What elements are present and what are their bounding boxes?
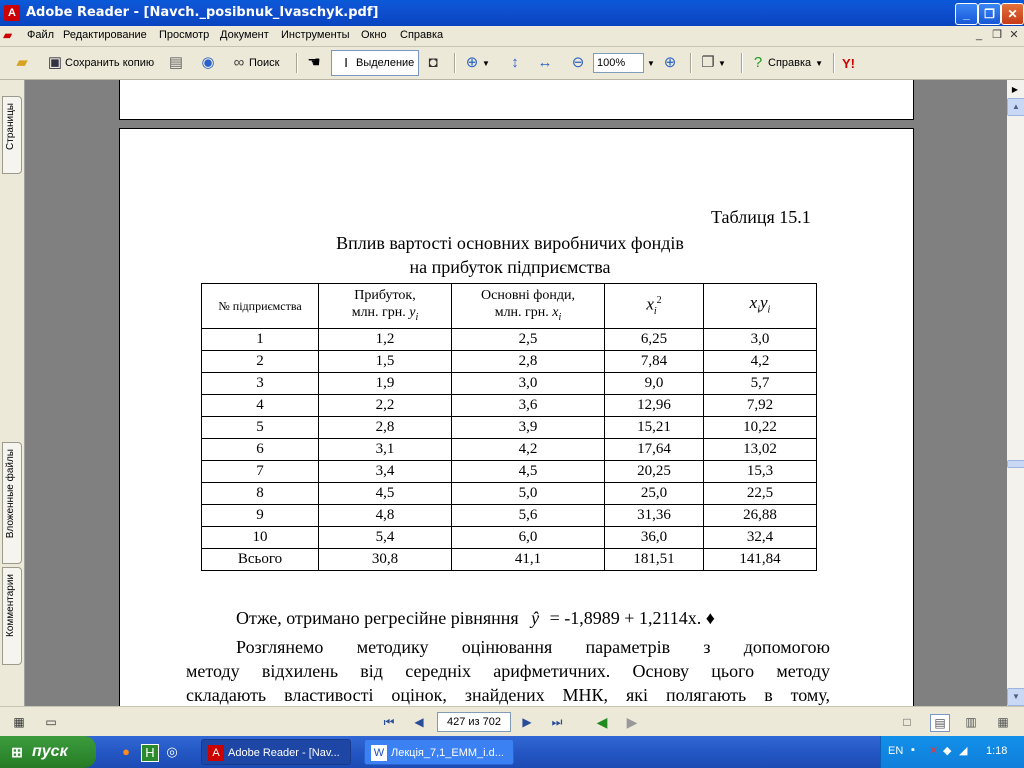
select-tool-label: Выделение xyxy=(356,57,415,69)
adobe-reader-icon: A xyxy=(208,745,224,761)
cell-total-label: Всього xyxy=(202,549,319,571)
data-table xyxy=(201,283,817,571)
cell-number: 3 xyxy=(202,373,319,395)
toolbar-separator xyxy=(454,53,456,73)
status-bar xyxy=(0,706,1024,737)
document-icon[interactable]: ▰ xyxy=(3,28,13,42)
cell-funds: 3,6 xyxy=(452,395,605,417)
cell-funds: 6,0 xyxy=(452,527,605,549)
continuous-page-icon[interactable]: ▤ xyxy=(930,714,950,732)
cell-funds: 3,0 xyxy=(452,373,605,395)
go-forward-button[interactable]: ▶ xyxy=(626,714,638,730)
header-number: № підприємства xyxy=(202,284,319,329)
system-tray xyxy=(880,736,1024,768)
adobe-reader-icon: A xyxy=(4,5,20,21)
cell-x-times-y: 3,0 xyxy=(704,329,817,351)
menu-help[interactable]: Справка xyxy=(400,29,444,41)
var-y: y xyxy=(760,292,768,312)
current-page xyxy=(119,128,914,706)
help-icon: ? xyxy=(753,54,763,71)
sub-i: i xyxy=(767,304,771,316)
fit-width-icon: ↔ xyxy=(537,54,553,71)
menu-window[interactable]: Окно xyxy=(361,29,387,41)
zoom-in-button[interactable] xyxy=(660,51,680,75)
magnifier-icon: ⊕ xyxy=(465,54,479,71)
word-document-icon: W xyxy=(371,745,387,761)
cell-profit: 4,5 xyxy=(319,483,452,505)
tab-pages[interactable] xyxy=(2,96,22,174)
cell-number: 7 xyxy=(202,461,319,483)
cell-funds: 5,6 xyxy=(452,505,605,527)
next-page-button[interactable]: ▶ xyxy=(522,715,532,729)
toolbar xyxy=(0,47,1024,80)
header-x-times-y xyxy=(704,284,817,329)
cell-x-times-y: 32,4 xyxy=(704,527,817,549)
yahoo-logo-icon: Y! xyxy=(842,55,855,71)
taskbar xyxy=(0,736,1024,768)
previous-page xyxy=(119,80,914,120)
cell-x-squared: 9,0 xyxy=(605,373,704,395)
fit-page-icon: ↕ xyxy=(511,54,519,71)
browser-icon[interactable]: ◎ xyxy=(166,744,178,759)
navigation-panel xyxy=(0,80,25,706)
table-row xyxy=(202,439,817,461)
doc-close-button[interactable]: ✕ xyxy=(1009,29,1019,41)
cell-x-squared: 6,25 xyxy=(605,329,704,351)
menu-edit[interactable]: Редактирование xyxy=(63,29,147,41)
header-funds-line2: млн. грн. xyxy=(494,304,549,320)
cell-x-times-y: 22,5 xyxy=(704,483,817,505)
header-funds xyxy=(452,284,605,329)
zoom-in-tool-button[interactable] xyxy=(462,51,490,75)
cell-x-times-y: 5,7 xyxy=(704,373,817,395)
table-row xyxy=(202,527,817,549)
plus-circle-icon: ⊕ xyxy=(663,54,677,71)
sub-i: i xyxy=(415,311,419,323)
language-indicator[interactable]: EN xyxy=(888,745,904,757)
chevron-down-icon: ▼ xyxy=(647,58,655,68)
firefox-icon[interactable]: ● xyxy=(122,744,130,759)
cell-profit: 1,9 xyxy=(319,373,452,395)
header-profit-line2: млн. грн. xyxy=(351,304,406,320)
cell-x-squared: 181,51 xyxy=(605,549,704,571)
menu-file[interactable]: Файл xyxy=(27,29,55,41)
print-button[interactable] xyxy=(166,51,186,75)
table-row xyxy=(202,461,817,483)
facing-pages-icon[interactable]: ▥ xyxy=(965,715,977,729)
help-button[interactable] xyxy=(748,51,823,75)
cell-x-times-y: 10,22 xyxy=(704,417,817,439)
table-number: Таблиця 15.1 xyxy=(711,207,811,227)
table-row xyxy=(202,395,817,417)
scroll-down-arrow-icon[interactable]: ▼ xyxy=(1007,688,1024,706)
paragraph-line-3: складають властивості оцінок, знайдених МНК, які полягають в тому, xyxy=(186,685,830,705)
cell-x-squared: 15,21 xyxy=(605,417,704,439)
cell-number: 4 xyxy=(202,395,319,417)
cell-funds: 5,0 xyxy=(452,483,605,505)
sub-i: i xyxy=(558,311,562,323)
minus-circle-icon: ⊖ xyxy=(571,54,585,71)
cell-number: 2 xyxy=(202,351,319,373)
camera-icon: ◘ xyxy=(428,54,438,71)
messenger-icon[interactable]: ◆ xyxy=(943,745,952,757)
document-view[interactable] xyxy=(25,80,1007,706)
first-page-button[interactable]: ⏮ xyxy=(383,715,395,729)
vertical-scrollbar[interactable] xyxy=(1007,80,1024,706)
cell-x-squared: 17,64 xyxy=(605,439,704,461)
cell-x-times-y: 141,84 xyxy=(704,549,817,571)
tab-comments[interactable] xyxy=(2,567,22,665)
menu-view[interactable]: Просмотр xyxy=(159,29,210,41)
fit-width-button[interactable] xyxy=(535,51,555,75)
cell-funds: 4,2 xyxy=(452,439,605,461)
rotate-pages-button[interactable] xyxy=(698,51,726,75)
panel-expand-arrow-icon[interactable]: ▶ xyxy=(1011,85,1019,94)
cell-profit: 2,2 xyxy=(319,395,452,417)
page-options-icon[interactable]: ▭ xyxy=(45,715,57,729)
tab-attachments-label: Вложенные файлы xyxy=(5,449,16,539)
chevron-down-icon: ▼ xyxy=(718,58,726,68)
task-word-document-label: Лекція_7,1_ЕММ_i.d... xyxy=(391,747,504,759)
hand-icon: ☚ xyxy=(307,54,321,71)
printer-icon: ▤ xyxy=(168,54,184,71)
table-title-line-1: Вплив вартості основних виробничих фондів xyxy=(336,233,684,253)
zoom-level-field[interactable]: 100% xyxy=(593,53,644,73)
table-row xyxy=(202,483,817,505)
cell-funds: 41,1 xyxy=(452,549,605,571)
save-copy-label: Сохранить копию xyxy=(65,57,155,69)
pages-icon: ❐ xyxy=(701,54,715,71)
table-row xyxy=(202,417,817,439)
open-button[interactable] xyxy=(12,51,32,75)
scroll-thumb[interactable] xyxy=(1007,460,1024,468)
cell-profit: 3,4 xyxy=(319,461,452,483)
zoom-out-button[interactable] xyxy=(568,51,588,75)
go-back-button[interactable]: ◀ xyxy=(596,714,608,730)
var-x: x xyxy=(646,294,654,314)
page-number-field[interactable]: 427 из 702 xyxy=(437,712,511,732)
cell-x-times-y: 15,3 xyxy=(704,461,817,483)
task-word-document[interactable] xyxy=(364,739,514,765)
end-of-example-mark: ♦ xyxy=(705,608,715,628)
cell-x-times-y: 4,2 xyxy=(704,351,817,373)
cell-number: 10 xyxy=(202,527,319,549)
scroll-up-arrow-icon[interactable]: ▲ xyxy=(1007,98,1024,116)
task-adobe-reader[interactable] xyxy=(201,739,351,765)
restore-button[interactable]: ❐ xyxy=(978,3,1001,25)
var-y: y xyxy=(409,304,416,320)
toolbar-separator xyxy=(741,53,743,73)
menu-tools[interactable]: Инструменты xyxy=(281,29,350,41)
sup-2: 2 xyxy=(656,294,662,306)
cell-profit: 4,8 xyxy=(319,505,452,527)
sub-i: i xyxy=(757,304,760,316)
table-header-row xyxy=(202,284,817,329)
floppy-disk-icon: ▣ xyxy=(47,54,63,71)
cell-funds: 3,9 xyxy=(452,417,605,439)
tab-attachments[interactable] xyxy=(2,442,22,564)
start-button[interactable] xyxy=(0,736,96,768)
cell-profit: 2,8 xyxy=(319,417,452,439)
equation-rest: = -1,8989 + 1,2114x. xyxy=(549,608,702,628)
header-profit xyxy=(319,284,452,329)
cell-x-squared: 36,0 xyxy=(605,527,704,549)
search-label: Поиск xyxy=(249,57,280,69)
start-label: пуск xyxy=(32,743,68,760)
table-row xyxy=(202,351,817,373)
cell-profit: 1,2 xyxy=(319,329,452,351)
cell-number: 1 xyxy=(202,329,319,351)
paragraph-line-2: методу відхилень від середніх арифметичних. Основу цього методу xyxy=(186,661,830,681)
snapshot-button[interactable] xyxy=(423,51,443,75)
cell-x-squared: 31,36 xyxy=(605,505,704,527)
select-tool-button[interactable] xyxy=(331,50,419,76)
network-icon[interactable]: ▪ xyxy=(911,744,915,756)
var-x: x xyxy=(552,304,559,320)
cell-x-squared: 12,96 xyxy=(605,395,704,417)
chevron-down-icon: ▼ xyxy=(815,58,824,68)
chevron-down-icon: ▼ xyxy=(482,58,490,68)
clock[interactable]: 1:18 xyxy=(986,745,1008,757)
windows-logo-icon: ⊞ xyxy=(11,744,23,760)
cell-x-squared: 20,25 xyxy=(605,461,704,483)
cell-x-times-y: 7,92 xyxy=(704,395,817,417)
table-title-line-2: на прибуток підприємства xyxy=(409,257,611,277)
yahoo-toolbar-button[interactable] xyxy=(842,51,855,75)
globe-mail-icon: ◉ xyxy=(201,54,215,71)
table-row xyxy=(202,329,817,351)
close-button[interactable]: ✕ xyxy=(1001,3,1024,25)
table-row xyxy=(202,505,817,527)
cell-profit: 1,5 xyxy=(319,351,452,373)
cell-number: 9 xyxy=(202,505,319,527)
text-cursor-icon: I xyxy=(344,55,348,70)
cell-number: 6 xyxy=(202,439,319,461)
cell-x-squared: 7,84 xyxy=(605,351,704,373)
menu-document[interactable]: Документ xyxy=(220,29,269,41)
last-page-button[interactable]: ⏭ xyxy=(551,715,563,729)
cell-funds: 4,5 xyxy=(452,461,605,483)
var-x: x xyxy=(749,292,758,312)
minimize-button[interactable]: _ xyxy=(955,3,978,25)
binoculars-icon: ∞ xyxy=(233,54,245,71)
single-page-icon[interactable]: □ xyxy=(903,715,911,729)
previous-page-button[interactable]: ◀ xyxy=(414,715,424,729)
zoom-select[interactable] xyxy=(593,51,655,75)
toolbar-separator xyxy=(296,53,298,73)
task-adobe-reader-label: Adobe Reader - [Nav... xyxy=(228,747,340,759)
toolbar-separator xyxy=(690,53,692,73)
cell-profit: 3,1 xyxy=(319,439,452,461)
search-button[interactable] xyxy=(229,51,279,75)
window-title: Adobe Reader - [Navch._posibnuk_Ivaschyk.pdf] xyxy=(26,5,379,20)
cell-x-times-y: 26,88 xyxy=(704,505,817,527)
cell-funds: 2,5 xyxy=(452,329,605,351)
volume-icon[interactable]: ◢ xyxy=(959,745,968,757)
app-launcher-icon[interactable]: H xyxy=(141,744,159,762)
table-row xyxy=(202,373,817,395)
cell-profit: 30,8 xyxy=(319,549,452,571)
cell-profit: 5,4 xyxy=(319,527,452,549)
help-label: Справка xyxy=(768,57,812,69)
email-button[interactable] xyxy=(198,51,218,75)
header-x-squared xyxy=(605,284,704,329)
continuous-facing-icon[interactable]: ▦ xyxy=(997,715,1009,729)
sub-i: i xyxy=(653,306,657,318)
hand-tool-button[interactable] xyxy=(304,51,324,75)
regression-equation xyxy=(236,608,715,629)
y-hat-symbol: ŷ xyxy=(531,608,540,628)
doc-minimize-button[interactable]: _ xyxy=(975,29,983,41)
cell-x-times-y: 13,02 xyxy=(704,439,817,461)
fit-page-button[interactable] xyxy=(505,51,525,75)
doc-restore-button[interactable]: ❐ xyxy=(992,29,1002,41)
paragraph-line-1: Розглянемо методику оцінювання параметрів з допомогою xyxy=(236,637,830,657)
header-funds-line1: Основні фонди, xyxy=(481,287,575,303)
cell-x-squared: 25,0 xyxy=(605,483,704,505)
document-properties-icon[interactable]: ▦ xyxy=(13,715,25,729)
equation-prefix: Отже, отримано регресійне рівняння xyxy=(236,608,519,628)
header-profit-line1: Прибуток, xyxy=(354,287,416,303)
cell-number: 8 xyxy=(202,483,319,505)
antivirus-icon[interactable]: ✕ xyxy=(929,745,939,757)
tab-comments-label: Комментарии xyxy=(5,574,16,637)
title-bar[interactable] xyxy=(0,0,1024,26)
cell-funds: 2,8 xyxy=(452,351,605,373)
menu-bar xyxy=(0,26,1024,47)
save-copy-button[interactable] xyxy=(45,51,154,75)
cell-number: 5 xyxy=(202,417,319,439)
table-total-row xyxy=(202,549,817,571)
tab-pages-label: Страницы xyxy=(5,103,16,150)
folder-open-icon: ▰ xyxy=(16,54,28,71)
toolbar-separator xyxy=(833,53,835,73)
